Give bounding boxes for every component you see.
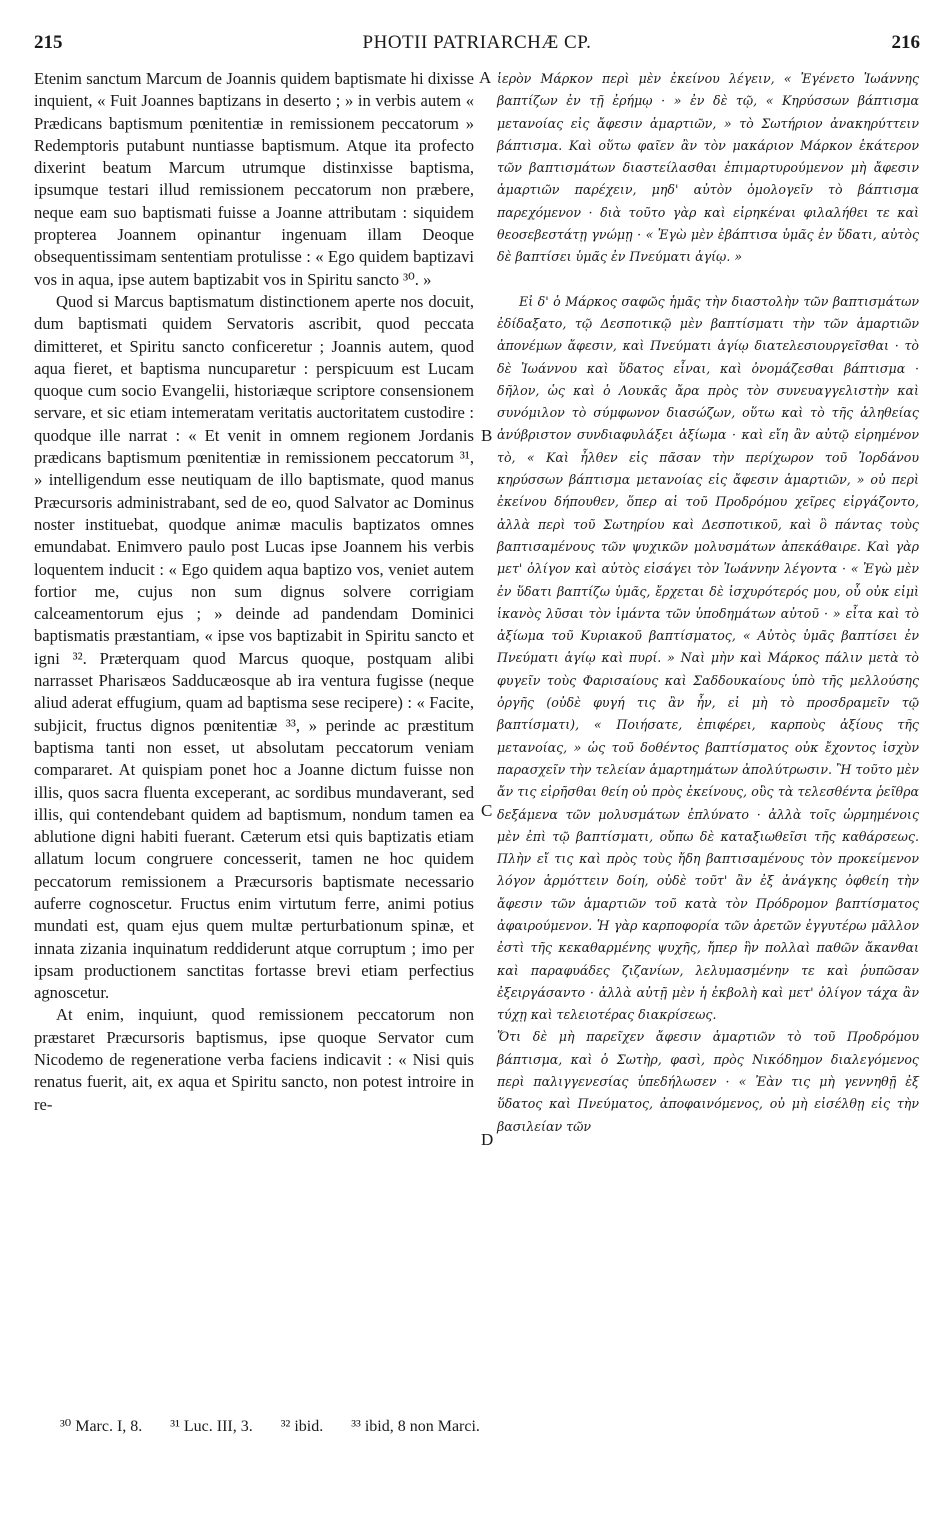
section-marker-c: C: [481, 801, 493, 820]
greek-paragraph: Ὅτι δὲ μὴ παρεῖχεν ἄφεσιν ἁμαρτιῶν τὸ τοῦ Προδρόμου βάπτισμα, καὶ ὁ Σωτὴρ, φασὶ, πρὸς Νικόδημον διαλεγόμενος περὶ παλιγγενεσίας ὑπεδήλωσεν · « Ἐὰν τις μὴ γεννηθῇ ἐξ ὕδατος καὶ Πνεύματος, ἀποφαινόμενος, οὐ μὴ εἰσέλθῃ εἰς τὴν βασιλείαν τῶν: [497, 1029, 919, 1134]
section-marker-d: D: [481, 1130, 494, 1149]
section-marker-b: B: [481, 426, 493, 445]
greek-paragraph: Εἰ δ' ὁ Μάρκος σαφῶς ἡμᾶς τὴν διαστολὴν τῶν βαπτισμάτων ἐδίδαξατο, τῷ Δεσποτικῷ μὲν βαπτίσματι τὴν τῶν ἁμαρτιῶν ἀπονέμων ἄφεσιν, καὶ Πνεύματι ἁγίῳ διατελεσιουργεῖσθαι · τὸ δὲ Ἰωάννου καὶ ὕδατος εἶναι, καὶ ὀνομάζεσθαι βάπτισμα · δῆλον, ὡς καὶ ὁ Λουκᾶς ἄρα πρὸς τὸν συνευαγγελιστὴν καὶ συνόμιλον τὸ σύμφωνον διασώζων, οὕτω καὶ τὸ τῆς ἀληθείας ἀνύβριστον συνδιαφυλάξει ἀξίωμα · καὶ εἴη ἂν αὐτῷ εἰρημένον τὸ, « Καὶ ἦλθεν εἰς πᾶσαν τὴν περίχωρον τοῦ Ἰορδάνου κηρύσσων βάπτισμα μετανοίας εἰς ἄφεσιν ἁμαρτιῶν, » οὐ περὶ ἐκείνου δήπουθεν, ὅπερ αἱ τοῦ Προδρόμου χεῖρες εἰργάζοντο, ἀλλὰ περὶ τοῦ Σωτηρίου καὶ Δεσποτικοῦ, καὶ ὃ πάντας τοὺς βαπτισαμένους τῶν ψυχικῶν μολυσμάτων ἀπεκάθαιρε. Καὶ γὰρ μετ' ὀλίγον καὶ αὐτὸς εἰσάγει τὸν Ἰωάννην λέγοντα · « Ἐγὼ μὲν ἐν ὕδατι βαπτίζω ὑμᾶς, ἔρχεται δὲ ἰσχυρότερός μου, οὗ οὐκ εἰμὶ ἱκανὸς λῦσαι τὸν ἱμάντα τῶν ὑποδημάτων αὐτοῦ · » εἶτα καὶ τὸ ἀξίωμα τοῦ Κυριακοῦ βαπτίσματος, « Αὐτὸς ὑμᾶς βαπτίσει ἐν Πνεύματι ἁγίῳ καὶ πυρί. » Ναὶ μὴν καὶ Μάρκος πάλιν μετὰ τὸ φυγεῖν τοὺς Φαρισαίους καὶ Σαδδουκαίους ὑπὸ τῆς μελλούσης ὀργῆς (οὐδὲ φυγή τις ἂν ἦν, εἰ μὴ τὸ προσδραμεῖν τῷ βαπτίσματι), « Ποιήσατε, ἐπιφέρει, καρποὺς ἀξίους τῆς μετανοίας, » ὡς τοῦ δοθέντος βαπτίσματος οὐκ ἔχοντος ἰσχὺν παρασχεῖν τὴν τελείαν ἁμαρτημάτων ἀπολύτρωσιν. Ἢ τοῦτο μὲν ἄν τις εἰρῆσθαι θείη οὐ πρὸς ἐκείνους, οὓς τὰ τελεσθέντα ῥεῖθρα δεξάμενα τῶν μολυσμάτων ἐπλύνατο · ἀλλὰ τοῖς ὡρμημένοις μὲν ἐπὶ τῷ βαπτίσματι, οὔπω δὲ καταξιωθεῖσι τῆς καθάρσεως. Πλὴν εἴ τις καὶ πρὸς τοὺς ἤδη βαπτισαμένους τὸν προκείμενον λόγον ἁρμόττειν δοίη, οὐδὲ τοῦτ' ἂν ἐξ ἀνάγκης ὀφθείη τὴν ἄφεσιν τῶν ἁμαρτιῶν τοῦ κατὰ τὸν Πρόδρομον βαπτίσματος ἀφαιρούμενον. Ἡ γὰρ καρποφορία τῶν ἀρετῶν ἐγγυτέρω μᾶλλον ἐστὶ τῆς κεκαθαρμένης ψυχῆς, ἤπερ ἣν πολλαὶ παθῶν ἄκανθαι καὶ παραφυάδες ζιζανίων, λελυμασμένην τε καὶ ῥυπῶσαν ἐξειργάσαντο · ἀλλὰ αὐτῇ μὲν ἡ ἐκβολὴ καὶ μετ' ὀλίγον τάχα ἂν τύχῃ καὶ τελειοτέρας διακρίσεως.: [497, 293, 919, 1023]
page-header: [34, 32, 920, 58]
footnote: ³⁰ Marc. I, 8.: [60, 1418, 143, 1435]
footnote: ³² ibid.: [280, 1418, 324, 1435]
running-title: PHOTII PATRIARCHÆ CP.: [362, 32, 592, 53]
footnote: ³³ ibid, 8 non Marci.: [351, 1418, 480, 1435]
footnotes: [60, 1416, 920, 1438]
latin-paragraph: At enim, inquiunt, quod remissionem peccatorum non præstaret Præcursoris baptismus, ipse quoque Servator cum Nicodemo de regeneratione verba faciens indicavit : « Nisi quis renatus fuerit, ait, ex aqua et Spiritu sancto, non potest introire in re-: [34, 1005, 474, 1114]
latin-column: [34, 68, 474, 1116]
footnote: ³¹ Luc. III, 3.: [170, 1418, 253, 1435]
latin-paragraph: Quod si Marcus baptismatum distinctionem aperte nos docuit, dum baptismati quidem Servatoris ascribit, quod peccata dimitteret, et Spiritu sancto conficeretur ; Joannis autem, quod aqua fieret, et baptisma nuncuparetur : perspicuum est Lucam quoque cum socio Evangelii, historiæque scriptore consensionem servare, et sic etiam intemeratam veritatis auctoritatem custodire : quodque ille narrat : « Et venit in omnem regionem Jordanis prædicans baptismum pœnitentiæ in remissionem peccatorum ³¹, » intelligendum esse neutiquam de illo baptismate, quod manus Præcursoris administrabant, sed de eo, quod Salvator ac Dominus noster instituebat, quodque animæ maculis baptizatos omnes emundabat. Enimvero paulo post Lucas ipse Joannem his verbis loquentem inducit : « Ego quidem aqua baptizo vos, veniet autem fortior me, cujus non sum dignus solvere corrigiam calceamentorum ejus ; » deinde ad pandendam Dominici baptismatis præstantiam, « ipse vos baptizabit in Spiritu sancto et igni ³². Præterquam quod Marcus quoque, postquam alibi narrasset Pharisæos Sadducæosque ab ira ventura fugisse (neque aliud aderat effugium, quam ad baptisma sese recipere) : « Facite, subjicit, fructus dignos pœnitentiæ ³³, » perinde ac præstitum baptisma tanti non esset, ut absolutam peccatorum veniam compararet. At quispiam ponet hoc a Joanne dictum fuisse non illis, quos sacra fluenta exceperant, ac sordibus mundaverant, sed illis, qui contendebant quidem ad baptismum, nondum tamen ea ablutione digni habiti fuerant. Cæterum etsi quis baptizatis etiam allatum locum congruere concesserit, tamen ne hoc quidem peccatorum remissionem a Præcursoris baptismate necessario auferre cognoscetur. Fructus enim virtutum ferre, animi potius mundati est, quam ejus quem multæ perturbationum spinæ, et innata zizania inquinatum reddiderunt atque corruptum ; imo per ipsam productionem sanctitas fortasse brevi etiam perfectius agnoscetur.: [34, 291, 474, 1003]
page-number-right: 216: [891, 32, 920, 53]
page-number-left: 215: [34, 32, 63, 53]
section-marker-a: A: [479, 68, 492, 87]
latin-paragraph: Etenim sanctum Marcum de Joannis quidem baptismate hi dixisse inquient, « Fuit Joannes baptizans in deserto ; » in verbis autem « Prædicans baptismum pœnitentiæ in remissionem peccatorum » Redemptoris putabunt nuntiasse baptismum. Atque ita profecto dixerint beatum Marcum utrumque distinxisse baptisma, ipsumque testari illud remissionem peccatorum non præbere, neque eam suo baptismati fuisse a Joanne attributam : siquidem propterea Joannem opinantur ingenuam illam Deoque obsequentissimam sententiam protulisse : « Ego quidem baptizavi vos in aqua, ipse autem baptizabit vos in Spiritu sancto ³⁰. »: [34, 69, 474, 289]
greek-paragraph: ἱερὸν Μάρκον περὶ μὲν ἐκείνου λέγειν, « Ἐγένετο Ἰωάννης βαπτίζων ἐν τῇ ἐρήμῳ · » ἐν δὲ τῷ, « Κηρύσσων βάπτισμα μετανοίας εἰς ἄφεσιν ἁμαρτιῶν, » τὸ Σωτήριον ἀνακηρύττειν βάπτισμα. Καὶ οὕτω φαῖεν ἂν τὸν μακάριον Μάρκον ἑκάτερον τῶν βαπτισμάτων διαστείλασθαι ἐπιμαρτυρούμενον μὴ ἄφεσιν ἁμαρτιῶν παρέχειν, μηδ' αὐτὸν ὁμολογεῖν τὸ βάπτισμα παρεχόμενον · διὰ τοῦτο γὰρ καὶ εἰρηκέναι φιλαλήθει τε καὶ θεοσεβεστάτῃ γνώμῃ · « Ἐγὼ μὲν ἐβάπτισα ὑμᾶς ἐν ὕδατι, αὐτὸς δὲ βαπτίσει ὑμᾶς ἐν Πνεύματι ἁγίῳ. »: [497, 71, 919, 265]
greek-column: [497, 68, 919, 1138]
